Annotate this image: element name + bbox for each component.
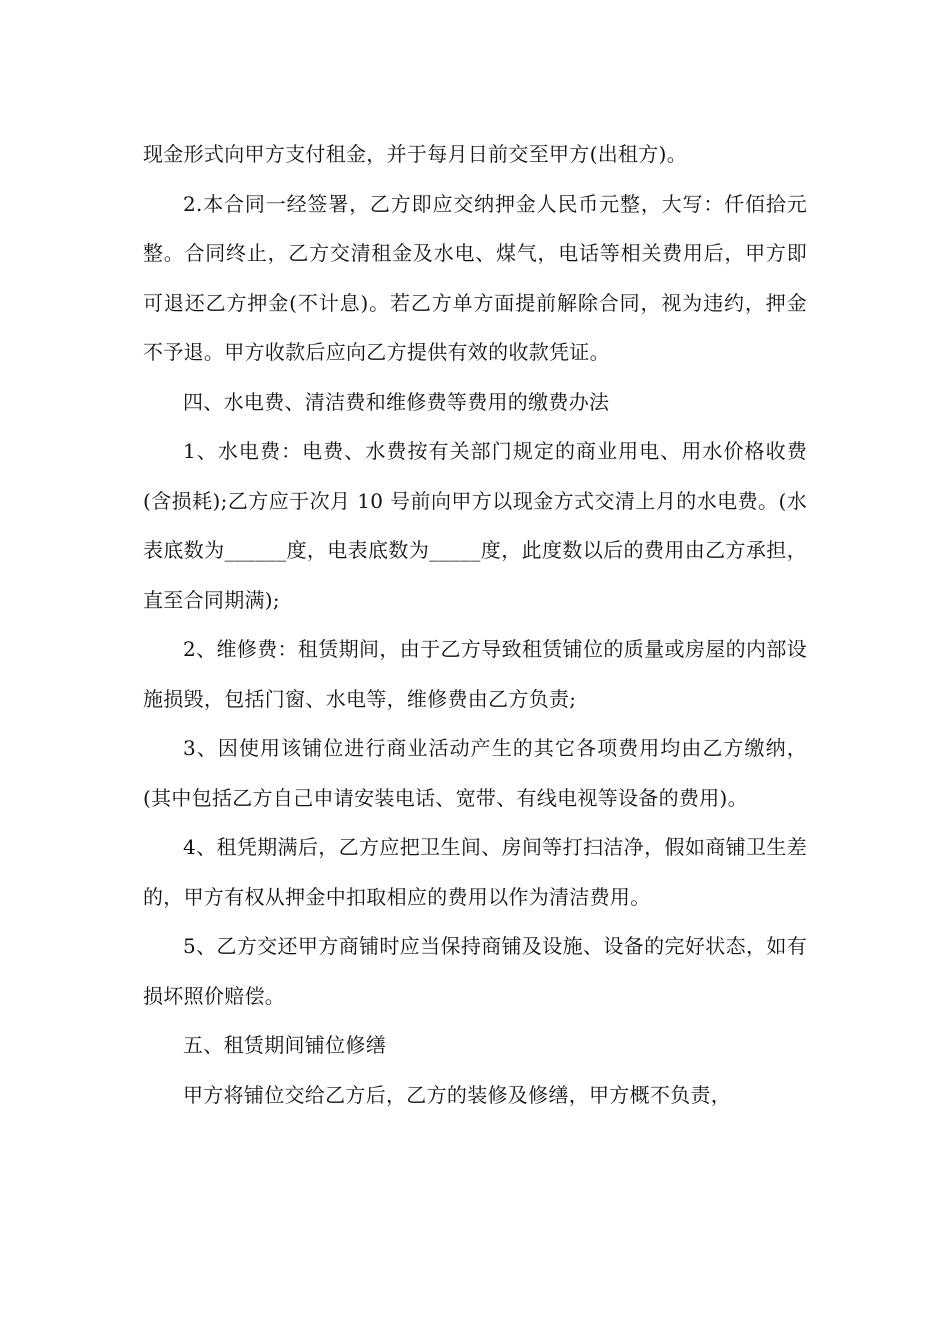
paragraph-utility-fees: 1、水电费：电费、水费按有关部门规定的商业用电、用水价格收费(含损耗);乙方应于次月 10 号前向甲方以现金方式交清上月的水电费。(水表底数为______度，电表底数为_____度，此度数以后的费用由乙方承担，直至合同期满);	[143, 439, 807, 612]
paragraph-rent-payment-continued: 现金形式向甲方支付租金，并于每月日前交至甲方(出租方)。	[143, 142, 688, 166]
paragraph-other-fees: 3、因使用该铺位进行商业活动产生的其它各项费用均由乙方缴纳，(其中包括乙方自己申请安装电话、宽带、有线电视等设备的费用)。	[143, 736, 807, 810]
document-page	[143, 130, 807, 1120]
paragraph-deposit: 2.本合同一经签署，乙方即应交纳押金人民币元整，大写：仟佰拾元整。合同终止，乙方交清租金及水电、煤气，电话等相关费用后，甲方即可退还乙方押金(不计息)。若乙方单方面提前解除合同，视为违约，押金不予退。甲方收款后应向乙方提供有效的收款凭证。	[143, 191, 807, 364]
section-heading-fees: 四、水电费、清洁费和维修费等费用的缴费办法	[183, 389, 610, 414]
paragraph-repairs: 甲方将铺位交给乙方后，乙方的装修及修缮，甲方概不负责，	[183, 1082, 732, 1107]
paragraph-return-condition: 5、乙方交还甲方商铺时应当保持商铺及设施、设备的完好状态，如有损坏照价赔偿。	[143, 934, 807, 1008]
paragraph-cleaning: 4、租凭期满后，乙方应把卫生间、房间等打扫洁净，假如商铺卫生差的，甲方有权从押金中扣取相应的费用以作为清洁费用。	[143, 835, 807, 909]
section-heading-repairs: 五、租赁期间铺位修缮	[183, 1033, 386, 1057]
paragraph-maintenance-fees: 2、维修费：租赁期间，由于乙方导致租赁铺位的质量或房屋的内部设施损毁，包括门窗、水电等，维修费由乙方负责;	[143, 637, 807, 711]
